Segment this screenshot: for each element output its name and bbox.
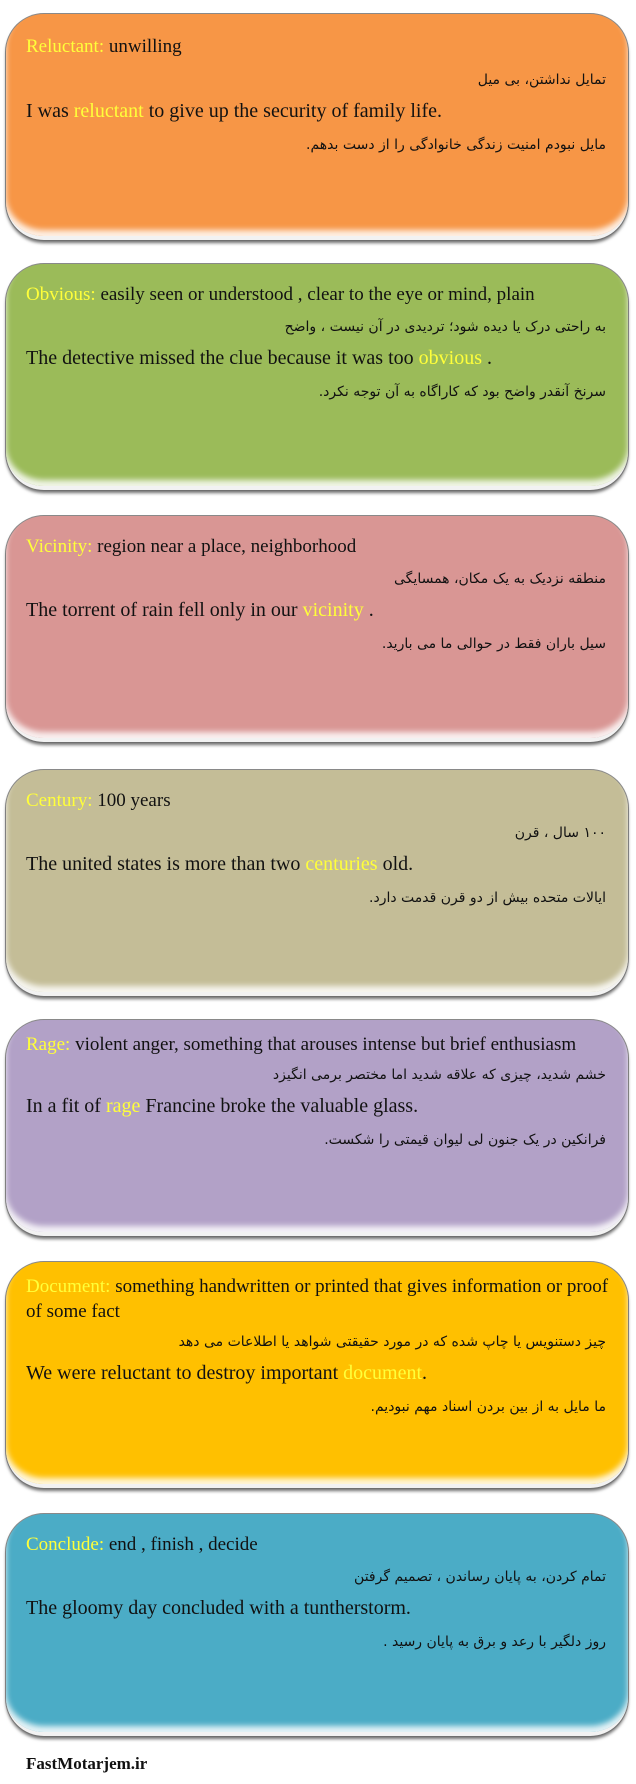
- vocab-word: Reluctant: [26, 36, 99, 57]
- example-sentence: The torrent of rain fell only in our vicinity .: [26, 599, 374, 621]
- vocab-separator: :: [98, 36, 109, 57]
- persian-example: سیل باران فقط در حوالی ما می بارید.: [381, 636, 606, 652]
- highlighted-word: rage: [105, 1095, 141, 1117]
- vocab-word: Vicinity: [26, 536, 88, 557]
- persian-definition: خشم شدید، چیزی که علاقه شدید اما مختصر برمی انگیزد: [272, 1067, 606, 1083]
- vocab-definition: violent anger, something that arouses intense but brief enthusiasm: [75, 1034, 577, 1055]
- persian-example: فرانکین در یک جنون لی لیوان قیمتی را شکست.: [324, 1132, 606, 1148]
- vocab-definition: 100 years: [97, 790, 171, 811]
- persian-example: ایالات متحده بیش از دو قرن قدمت دارد.: [369, 890, 606, 906]
- example-sentence: The united states is more than two centuries old.: [26, 853, 414, 875]
- vocab-card-document: [6, 1262, 628, 1488]
- vocab-word: Obvious: [26, 284, 91, 305]
- vocab-word: Rage: [26, 1034, 66, 1055]
- persian-definition: به راحتی درک یا دیده شود؛ تردیدی در آن نیست ، واضح: [284, 319, 606, 335]
- persian-example: مایل نبودم امنیت زندگی خانوادگی را از دست بدهم.: [306, 137, 606, 153]
- persian-example: سرنخ آنقدر واضح بود که کاراگاه به آن توجه نکرد.: [318, 384, 606, 400]
- example-sentence: I was reluctant to give up the security of family life.: [26, 100, 442, 122]
- highlighted-word: reluctant: [73, 100, 144, 122]
- vocab-separator: :: [98, 1534, 109, 1555]
- vocab-word: Document: [26, 1276, 106, 1297]
- site-footer-text: FastMotarjem.ir: [26, 1754, 148, 1773]
- vocab-card-conclude: [6, 1514, 628, 1736]
- vocab-word: Conclude: [26, 1534, 99, 1555]
- persian-definition: ۱۰۰ سال ، قرن: [514, 825, 606, 841]
- vocab-card-obvious: [6, 264, 628, 490]
- persian-example: ما مایل به از بین بردن اسناد مهم نبودیم.: [370, 1399, 606, 1415]
- vocab-separator: :: [105, 1276, 116, 1297]
- vocab-definition: end , finish , decide: [108, 1534, 258, 1555]
- vocab-definition: unwilling: [108, 36, 182, 57]
- highlighted-word: obvious: [418, 347, 482, 369]
- highlighted-word: document: [343, 1362, 423, 1384]
- persian-definition: چیز دستنویس یا چاپ شده که در مورد حقیقتی شواهد یا اطلاعات می دهد: [178, 1334, 606, 1350]
- vocab-card-rage: [6, 1020, 628, 1236]
- example-sentence: The gloomy day concluded with a tuntherstorm.: [26, 1597, 411, 1619]
- highlighted-word: vicinity: [302, 599, 364, 621]
- vocab-definition: easily seen or understood , clear to the eye or mind, plain: [100, 284, 535, 305]
- vocab-word: Century: [26, 790, 88, 811]
- example-sentence: In a fit of rage Francine broke the valuable glass.: [26, 1095, 419, 1117]
- vocab-separator: :: [90, 284, 101, 305]
- vocab-definition: region near a place, neighborhood: [97, 536, 357, 557]
- vocab-definition: something handwritten or printed that gives information or proof of some fact: [26, 1276, 609, 1322]
- persian-definition: منطقه نزدیک به یک مکان، همسایگی: [394, 571, 606, 587]
- persian-definition: تمایل نداشتن، بی میل: [477, 72, 606, 88]
- highlighted-word: centuries: [305, 853, 378, 875]
- vocab-separator: :: [87, 536, 98, 557]
- persian-example: روز دلگیر با رعد و برق به پایان رسید .: [383, 1634, 606, 1650]
- vocab-separator: :: [87, 790, 98, 811]
- vocab-card-vicinity: [6, 516, 628, 742]
- vocab-separator: :: [65, 1034, 76, 1055]
- vocab-card-century: [6, 770, 628, 996]
- example-sentence: We were reluctant to destroy important document.: [26, 1362, 428, 1384]
- vocab-card-reluctant: [6, 14, 628, 240]
- persian-definition: تمام کردن، به پایان رساندن ، تصمیم گرفتن: [354, 1569, 606, 1585]
- example-sentence: The detective missed the clue because it was too obvious .: [26, 347, 492, 369]
